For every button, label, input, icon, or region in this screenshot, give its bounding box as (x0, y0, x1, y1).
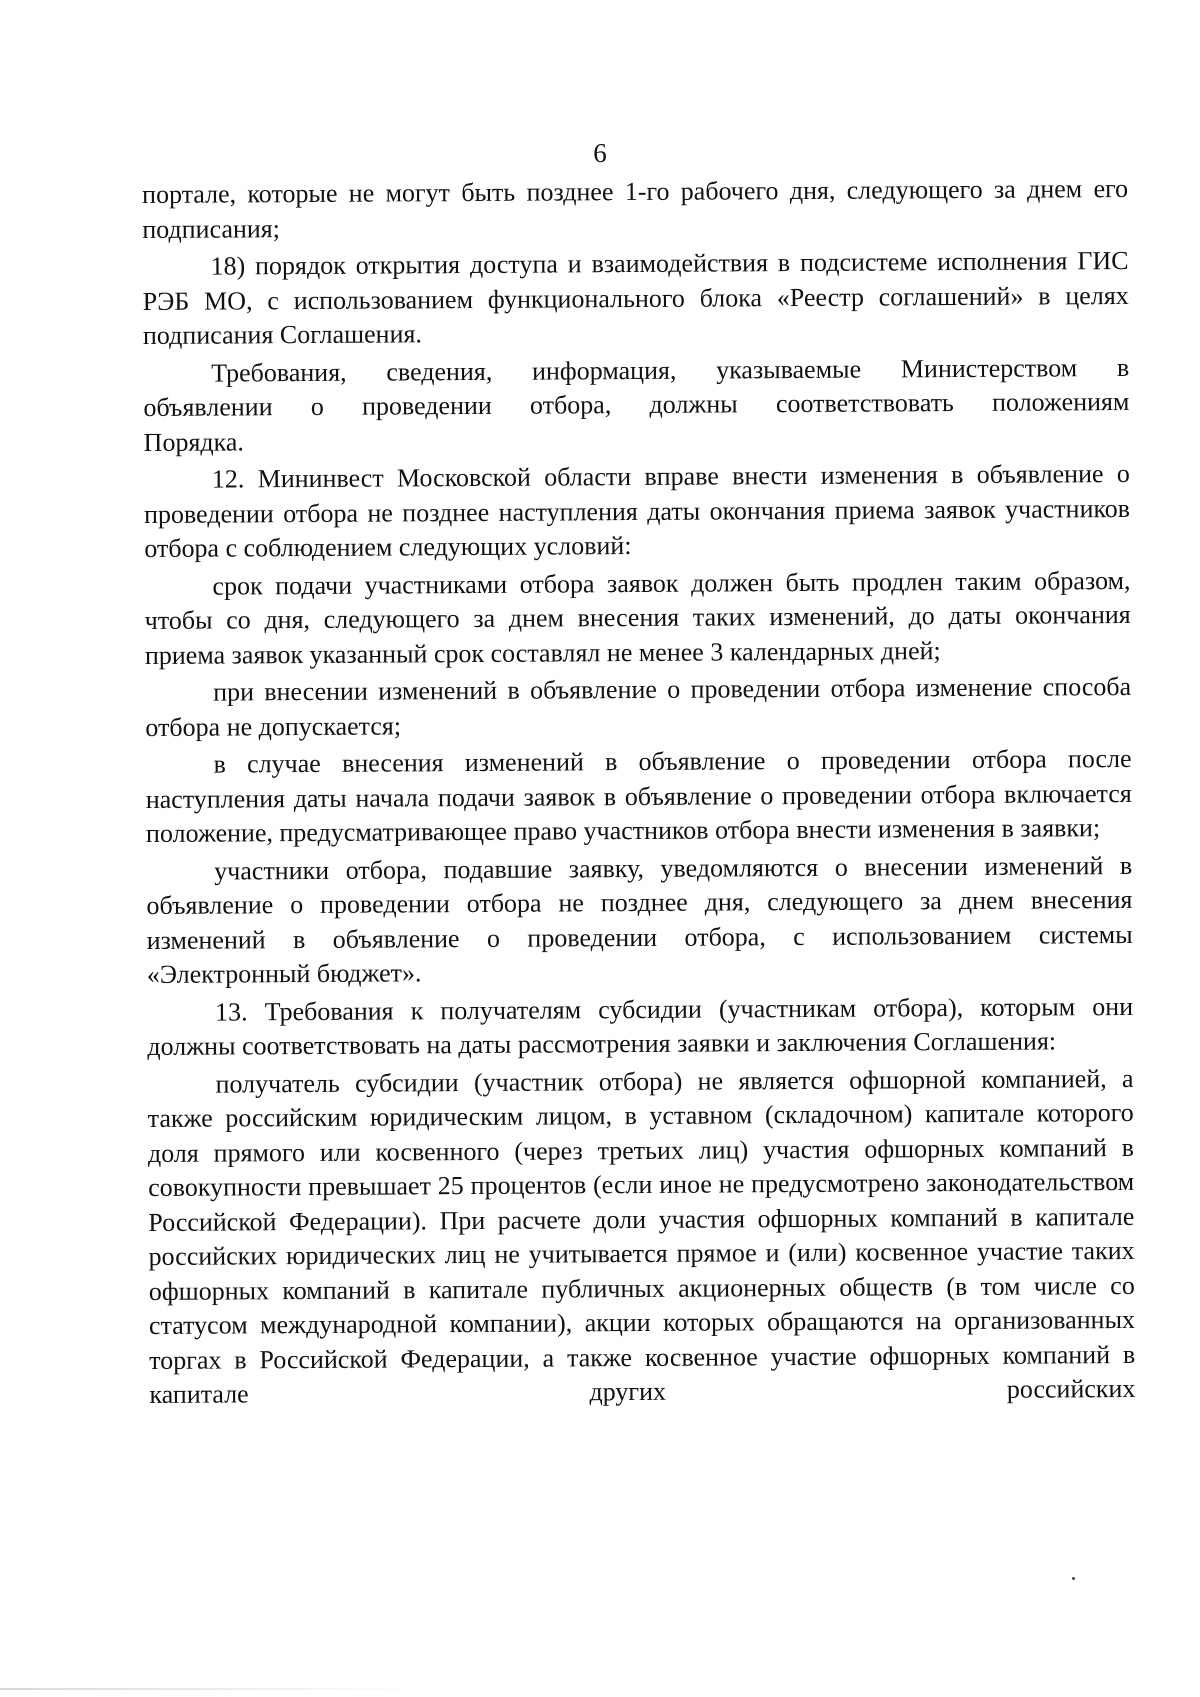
paragraph-offshore-requirement: получатель субсидии (участник отбора) не является офшорной компанией, а также российским юридическим лицом, в уставном (складочном) капитале которого доля прямого или косвенного (через третьих лиц) участия офшорных компаний в совокупности превышает 25 процентов (если иное не предусмотрено законодательством Российской Федерации). При расчете доли участия офшорных компаний в капитале российских юридических лиц не учитывается прямое и (или) косвенное участие таких офшорных компаний в капитале публичных акционерных обществ (в том числе со статусом международной компании), акции которых обращаются на организованных торгах в Российской Федерации, а также косвенное участие офшорных компаний в капитале других российских (147, 1063, 1136, 1409)
paragraph-continuation: порталe, которые не могут быть позднее 1-го рабочего дня, следующего за днем его подписания; (142, 173, 1129, 244)
page-number: 6 (593, 138, 607, 168)
paragraph-deadline-extension: срок подачи участниками отбора заявок должен быть продлен таким образом, чтобы со дня, следующего за днем внесения таких изменений, до даты окончания приема заявок указанный срок составлял не менее 3 календарных дней; (144, 565, 1131, 670)
paragraph-selection-method: при внесении изменений в объявление о проведении отбора изменение способа отбора не допускается; (145, 671, 1132, 742)
scan-artifact (0, 1688, 420, 1690)
paragraph-clause-13: 13. Требования к получателям субсидии (участникам отбора), которым они должны соответствовать на даты рассмотрения заявки и заключения Соглашения: (147, 991, 1134, 1061)
paragraph-clause-12: 12. Мининвест Московской области вправе внести изменения в объявление о проведении отбора не позднее наступления даты окончания приема заявок участников отбора с соблюдением следующих условий: (143, 458, 1131, 563)
paragraph-requirements: Требования, сведения, информация, указываемые Министерством в объявлении о проведении отбора, должны соответствовать положениям Порядка. (143, 352, 1130, 457)
paragraph-item-18: 18) порядок открытия доступа и взаимодействия в подсистеме исполнения ГИС РЭБ МО, с использованием функционального блока «Реестр соглашений» в целях подписания Соглашения. (142, 245, 1129, 350)
paragraph-application-changes: в случае внесения изменений в объявление о проведении отбора после наступления даты начала подачи заявок в объявление о проведении отбора включается положение, предусматривающее право участников отбора внести изменения в заявки; (145, 743, 1132, 848)
paragraph-participant-notification: участники отбора, подавшие заявку, уведомляются о внесении изменений в объявление о проведении отбора не позднее дня, следующего за днем внесения изменений в объявление о проведении отбора, с использованием системы «Электронный бюджет». (146, 850, 1133, 989)
scan-speck (1072, 1577, 1075, 1580)
document-body (142, 172, 1136, 1416)
